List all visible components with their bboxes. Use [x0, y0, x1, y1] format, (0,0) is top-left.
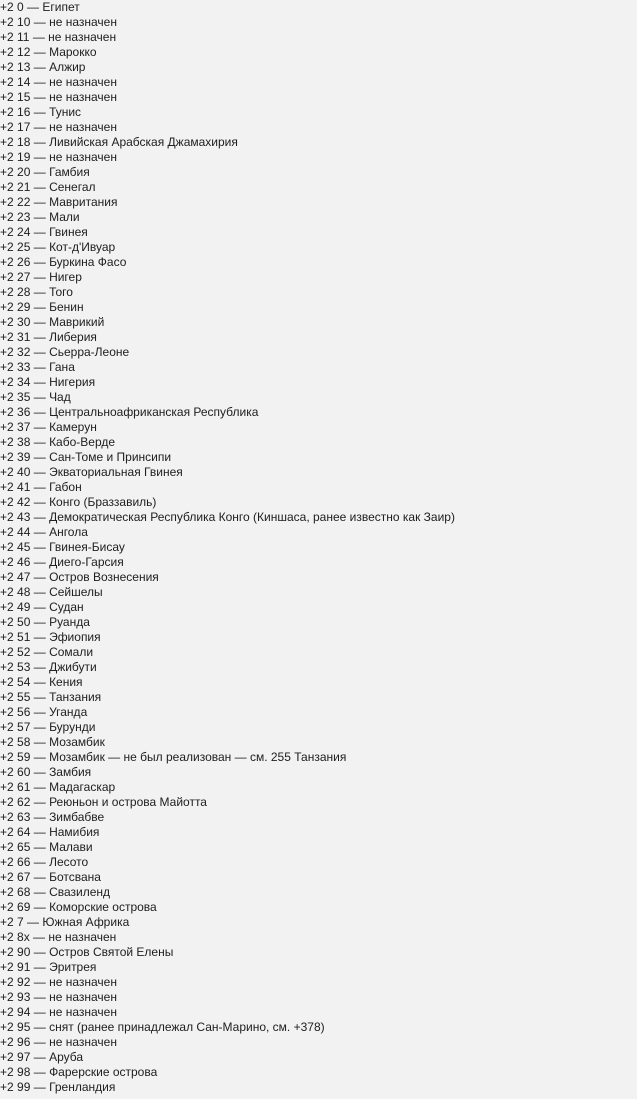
country-name: Гана	[49, 360, 75, 374]
separator-dash: —	[33, 1050, 46, 1064]
phone-code: +2 48	[0, 585, 31, 599]
separator-dash: —	[33, 720, 46, 734]
separator-dash: —	[33, 150, 46, 164]
country-name: Ливийская Арабская Джамахирия	[49, 135, 238, 149]
country-name: Кот-д'Ивуар	[49, 240, 116, 254]
phone-code: +2 41	[0, 480, 31, 494]
list-item	[0, 960, 637, 975]
country-name: не назначен	[49, 990, 117, 1004]
country-name: Сенегал	[49, 180, 96, 194]
separator-dash: —	[33, 495, 46, 509]
phone-code: +2 69	[0, 900, 31, 914]
phone-code: +2 66	[0, 855, 31, 869]
list-item	[0, 990, 637, 1005]
phone-code: +2 18	[0, 135, 31, 149]
separator-dash: —	[33, 1065, 46, 1079]
list-item	[0, 390, 637, 405]
phone-code: +2 36	[0, 405, 31, 419]
country-name: Камерун	[49, 420, 97, 434]
country-name: Гвинея-Бисау	[49, 540, 125, 554]
phone-code: +2 58	[0, 735, 31, 749]
phone-code: +2 16	[0, 105, 31, 119]
separator-dash: —	[33, 330, 46, 344]
phone-code: +2 19	[0, 150, 31, 164]
list-item	[0, 660, 637, 675]
phone-code: +2 53	[0, 660, 31, 674]
country-name: не назначен	[48, 30, 117, 44]
list-item	[0, 705, 637, 720]
separator-dash: —	[33, 675, 46, 689]
list-item	[0, 720, 637, 735]
phone-code: +2 8x	[0, 930, 30, 944]
country-name: Габон	[49, 480, 82, 494]
phone-code: +2 7	[0, 915, 24, 929]
list-item	[0, 480, 637, 495]
phone-code: +2 65	[0, 840, 31, 854]
country-name: Фарерские острова	[49, 1065, 158, 1079]
country-name: Бенин	[49, 300, 84, 314]
list-item	[0, 780, 637, 795]
list-item	[0, 225, 637, 240]
list-item	[0, 525, 637, 540]
separator-dash: —	[33, 480, 46, 494]
country-name: Центральноафриканская Республика	[49, 405, 259, 419]
country-name: не назначен	[49, 90, 117, 104]
country-name: Аруба	[49, 1050, 84, 1064]
list-item	[0, 1035, 637, 1050]
separator-dash: —	[33, 255, 46, 269]
separator-dash: —	[33, 630, 46, 644]
country-name: не назначен	[49, 120, 117, 134]
list-item	[0, 210, 637, 225]
phone-code: +2 10	[0, 15, 31, 29]
separator-dash: —	[33, 225, 46, 239]
list-item	[0, 120, 637, 135]
separator-dash: —	[33, 60, 46, 74]
separator-dash: —	[33, 450, 46, 464]
phone-code: +2 64	[0, 825, 31, 839]
separator-dash: —	[33, 540, 46, 554]
list-item	[0, 15, 637, 30]
country-name: Маврикий	[49, 315, 105, 329]
list-item	[0, 630, 637, 645]
separator-dash: —	[27, 915, 40, 929]
phone-code: +2 39	[0, 450, 31, 464]
country-name: не назначен	[49, 1035, 117, 1049]
country-name: Зимбабве	[49, 810, 105, 824]
list-item	[0, 1050, 637, 1065]
separator-dash: —	[33, 930, 46, 944]
list-item	[0, 165, 637, 180]
separator-dash: —	[33, 705, 46, 719]
list-item	[0, 825, 637, 840]
country-name: не назначен	[49, 1005, 117, 1019]
separator-dash: —	[33, 840, 46, 854]
list-item	[0, 510, 637, 525]
country-name: снят (ранее принадлежал Сан-Марино, см. +378)	[49, 1020, 325, 1034]
phone-code: +2 34	[0, 375, 31, 389]
phone-code: +2 60	[0, 765, 31, 779]
phone-code: +2 56	[0, 705, 31, 719]
separator-dash: —	[33, 990, 46, 1004]
list-item	[0, 30, 637, 45]
country-name: Остров Вознесения	[49, 570, 159, 584]
country-name: Алжир	[49, 60, 86, 74]
phone-code: +2 28	[0, 285, 31, 299]
separator-dash: —	[33, 465, 46, 479]
separator-dash: —	[27, 0, 40, 14]
phone-code: +2 24	[0, 225, 31, 239]
phone-code: +2 91	[0, 960, 31, 974]
country-name: Мозамбик	[49, 735, 105, 749]
list-item	[0, 765, 637, 780]
separator-dash: —	[33, 1035, 46, 1049]
country-name: Чад	[49, 390, 71, 404]
phone-code: +2 38	[0, 435, 31, 449]
separator-dash: —	[33, 870, 46, 884]
separator-dash: —	[33, 270, 46, 284]
list-item	[0, 870, 637, 885]
phone-code: +2 30	[0, 315, 31, 329]
separator-dash: —	[33, 15, 46, 29]
list-item	[0, 435, 637, 450]
list-item	[0, 135, 637, 150]
list-item	[0, 570, 637, 585]
separator-dash: —	[33, 120, 46, 134]
list-item	[0, 915, 637, 930]
phone-code: +2 31	[0, 330, 31, 344]
country-name: Замбия	[49, 765, 92, 779]
list-item	[0, 75, 637, 90]
phone-code: +2 35	[0, 390, 31, 404]
separator-dash: —	[33, 510, 46, 524]
separator-dash: —	[33, 435, 46, 449]
country-name: не назначен	[49, 15, 117, 29]
separator-dash: —	[33, 390, 46, 404]
country-name: Кения	[49, 675, 83, 689]
separator-dash: —	[33, 135, 46, 149]
list-item	[0, 1020, 637, 1035]
country-name: Сейшелы	[49, 585, 103, 599]
separator-dash: —	[33, 195, 46, 209]
phone-code: +2 21	[0, 180, 31, 194]
country-name: Мадагаскар	[49, 780, 116, 794]
phone-code: +2 67	[0, 870, 31, 884]
separator-dash: —	[33, 900, 46, 914]
country-name: Демократическая Республика Конго (Киншаса, ранее известно как Заир)	[49, 510, 455, 524]
separator-dash: —	[33, 1020, 46, 1034]
country-name: Реюньон и острова Майотта	[49, 795, 207, 809]
country-name: Уганда	[49, 705, 88, 719]
country-name: Гамбия	[49, 165, 90, 179]
country-name: Экваториальная Гвинея	[49, 465, 183, 479]
phone-code: +2 49	[0, 600, 31, 614]
separator-dash: —	[33, 300, 46, 314]
country-name: Диего-Гарсия	[49, 555, 124, 569]
phone-code: +2 51	[0, 630, 31, 644]
phone-code: +2 57	[0, 720, 31, 734]
phone-code: +2 32	[0, 345, 31, 359]
phone-code: +2 54	[0, 675, 31, 689]
list-item	[0, 750, 637, 765]
list-item	[0, 735, 637, 750]
phone-code: +2 59	[0, 750, 31, 764]
phone-code: +2 11	[0, 30, 30, 44]
list-item	[0, 615, 637, 630]
country-name: Нигерия	[49, 375, 96, 389]
separator-dash: —	[33, 90, 46, 104]
separator-dash: —	[33, 240, 46, 254]
separator-dash: —	[33, 315, 46, 329]
separator-dash: —	[33, 810, 46, 824]
country-name: Сан-Томе и Принсипи	[49, 450, 172, 464]
separator-dash: —	[33, 780, 46, 794]
separator-dash: —	[33, 615, 46, 629]
phone-code: +2 96	[0, 1035, 31, 1049]
country-name: Либерия	[49, 330, 97, 344]
separator-dash: —	[33, 570, 46, 584]
country-name: Мозамбик — не был реализован — см. 255 Танзания	[49, 750, 347, 764]
separator-dash: —	[33, 585, 46, 599]
list-item	[0, 645, 637, 660]
separator-dash: —	[33, 660, 46, 674]
list-item	[0, 930, 637, 945]
separator-dash: —	[33, 825, 46, 839]
separator-dash: —	[33, 345, 46, 359]
list-item	[0, 180, 637, 195]
country-name: Судан	[49, 600, 84, 614]
separator-dash: —	[33, 165, 46, 179]
separator-dash: —	[33, 180, 46, 194]
list-item	[0, 855, 637, 870]
country-name: Кабо-Верде	[49, 435, 116, 449]
country-name: Буркина Фасо	[49, 255, 127, 269]
country-name: Того	[49, 285, 73, 299]
separator-dash: —	[33, 420, 46, 434]
separator-dash: —	[33, 1005, 46, 1019]
phone-code: +2 55	[0, 690, 31, 704]
list-item	[0, 1080, 637, 1095]
list-item	[0, 420, 637, 435]
list-item	[0, 1065, 637, 1080]
list-item	[0, 450, 637, 465]
list-item	[0, 975, 637, 990]
phone-code: +2 50	[0, 615, 31, 629]
country-name: Коморские острова	[49, 900, 157, 914]
list-item	[0, 900, 637, 915]
country-name: Мавритания	[49, 195, 118, 209]
phone-code: +2 63	[0, 810, 31, 824]
phone-code: +2 46	[0, 555, 31, 569]
list-item	[0, 945, 637, 960]
country-name: Руанда	[49, 615, 90, 629]
separator-dash: —	[32, 30, 45, 44]
list-item	[0, 105, 637, 120]
separator-dash: —	[33, 45, 46, 59]
separator-dash: —	[33, 690, 46, 704]
phone-code: +2 23	[0, 210, 31, 224]
phone-code: +2 62	[0, 795, 31, 809]
country-name: Конго (Браззавиль)	[49, 495, 157, 509]
country-name: Тунис	[49, 105, 82, 119]
country-name: Южная Африка	[42, 915, 130, 929]
list-item	[0, 300, 637, 315]
list-item	[0, 1005, 637, 1020]
country-name: не назначен	[49, 150, 117, 164]
list-item	[0, 255, 637, 270]
country-name: Мали	[49, 210, 80, 224]
phone-code: +2 98	[0, 1065, 31, 1079]
separator-dash: —	[33, 555, 46, 569]
separator-dash: —	[33, 75, 46, 89]
country-name: Эритрея	[49, 960, 97, 974]
list-item	[0, 885, 637, 900]
list-item	[0, 405, 637, 420]
separator-dash: —	[33, 105, 46, 119]
country-name: Ангола	[49, 525, 88, 539]
phone-code: +2 52	[0, 645, 31, 659]
phone-code: +2 42	[0, 495, 31, 509]
phone-code: +2 92	[0, 975, 31, 989]
list-item	[0, 0, 637, 15]
list-item	[0, 345, 637, 360]
list-item	[0, 375, 637, 390]
list-item	[0, 195, 637, 210]
list-item	[0, 270, 637, 285]
list-item	[0, 285, 637, 300]
separator-dash: —	[33, 645, 46, 659]
country-name: не назначен	[48, 930, 117, 944]
phone-code: +2 61	[0, 780, 31, 794]
country-name: Эфиопия	[49, 630, 101, 644]
list-item	[0, 60, 637, 75]
separator-dash: —	[33, 405, 46, 419]
country-name: Египет	[42, 0, 80, 14]
list-item	[0, 585, 637, 600]
phone-code: +2 17	[0, 120, 31, 134]
country-name: Ботсвана	[49, 870, 101, 884]
separator-dash: —	[33, 210, 46, 224]
phone-code: +2 27	[0, 270, 31, 284]
separator-dash: —	[33, 795, 46, 809]
country-name: Сьерра-Леоне	[49, 345, 130, 359]
separator-dash: —	[33, 855, 46, 869]
list-item	[0, 675, 637, 690]
separator-dash: —	[33, 375, 46, 389]
separator-dash: —	[33, 885, 46, 899]
phone-code: +2 95	[0, 1020, 31, 1034]
list-item	[0, 795, 637, 810]
phone-code: +2 33	[0, 360, 31, 374]
separator-dash: —	[33, 975, 46, 989]
list-item	[0, 315, 637, 330]
list-item	[0, 495, 637, 510]
phone-code: +2 12	[0, 45, 31, 59]
list-item	[0, 810, 637, 825]
list-item	[0, 690, 637, 705]
separator-dash: —	[33, 765, 46, 779]
list-item	[0, 90, 637, 105]
list-item	[0, 840, 637, 855]
phone-code: +2 29	[0, 300, 31, 314]
separator-dash: —	[33, 525, 46, 539]
country-name: Лесото	[49, 855, 89, 869]
list-item	[0, 150, 637, 165]
phone-code: +2 15	[0, 90, 31, 104]
country-name: Танзания	[49, 690, 102, 704]
country-name: Намибия	[49, 825, 100, 839]
country-name: не назначен	[49, 75, 117, 89]
phone-code: +2 47	[0, 570, 31, 584]
phone-code: +2 43	[0, 510, 31, 524]
phone-code: +2 97	[0, 1050, 31, 1064]
phone-code: +2 20	[0, 165, 31, 179]
country-name: Гвинея	[49, 225, 88, 239]
list-item	[0, 240, 637, 255]
country-name: не назначен	[49, 975, 117, 989]
separator-dash: —	[33, 360, 46, 374]
list-item	[0, 330, 637, 345]
country-name: Джибути	[49, 660, 97, 674]
list-item	[0, 600, 637, 615]
phone-code: +2 93	[0, 990, 31, 1004]
phone-code: +2 44	[0, 525, 31, 539]
list-item	[0, 360, 637, 375]
separator-dash: —	[33, 750, 46, 764]
phone-code: +2 68	[0, 885, 31, 899]
phone-code: +2 99	[0, 1080, 31, 1094]
list-item	[0, 45, 637, 60]
separator-dash: —	[33, 735, 46, 749]
phone-code: +2 25	[0, 240, 31, 254]
phone-code: +2 37	[0, 420, 31, 434]
country-name: Гренландия	[49, 1080, 116, 1094]
country-name: Бурунди	[49, 720, 96, 734]
separator-dash: —	[33, 1080, 46, 1094]
separator-dash: —	[33, 945, 46, 959]
country-name: Марокко	[49, 45, 97, 59]
phone-code: +2 14	[0, 75, 31, 89]
country-name: Малави	[49, 840, 93, 854]
phone-code: +2 90	[0, 945, 31, 959]
separator-dash: —	[33, 285, 46, 299]
phone-code: +2 45	[0, 540, 31, 554]
country-name: Свазиленд	[49, 885, 111, 899]
phone-code: +2 22	[0, 195, 31, 209]
separator-dash: —	[33, 600, 46, 614]
separator-dash: —	[33, 960, 46, 974]
phone-code: +2 94	[0, 1005, 31, 1019]
list-item	[0, 540, 637, 555]
phone-code: +2 0	[0, 0, 24, 14]
phone-code: +2 13	[0, 60, 31, 74]
country-name: Сомали	[49, 645, 94, 659]
country-name: Остров Святой Елены	[49, 945, 174, 959]
list-item	[0, 555, 637, 570]
country-name: Нигер	[49, 270, 82, 284]
phone-code: +2 26	[0, 255, 31, 269]
list-item	[0, 465, 637, 480]
phone-code: +2 40	[0, 465, 31, 479]
